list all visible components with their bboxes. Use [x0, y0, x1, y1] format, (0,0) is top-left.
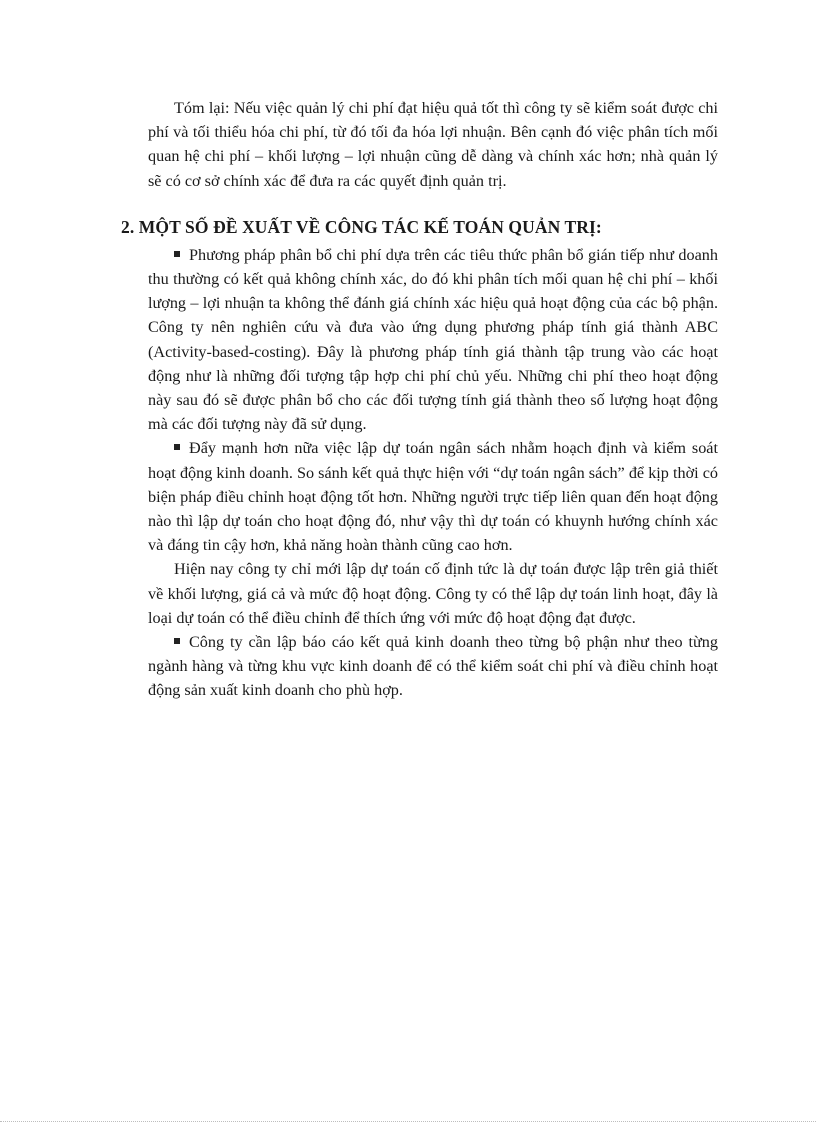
section-heading: 2. MỘT SỐ ĐỀ XUẤT VỀ CÔNG TÁC KẾ TOÁN QUẢN TRỊ:: [121, 216, 602, 237]
bullet-paragraph-segment-reporting: [148, 630, 718, 703]
bullet-text: Công ty cần lập báo cáo kết quả kinh doanh theo từng bộ phận như theo từng ngành hàng và từng khu vực kinh doanh để có thể kiểm soát chi phí và điều chỉnh hoạt động sản xuất kinh doanh cho phù hợp.: [148, 633, 718, 700]
page-bottom-border: [0, 1121, 816, 1122]
square-bullet-icon: [174, 444, 180, 450]
bullet-text: Đẩy mạnh hơn nữa việc lập dự toán ngân sách nhằm hoạch định và kiểm soát hoạt động kinh doanh. So sánh kết quả thực hiện với “dự toán ngân sách” để kịp thời có biện pháp điều chỉnh hoạt động tốt hơn. Những người trực tiếp liên quan đến hoạt động nào thì lập dự toán cho hoạt động đó, như vậy thì dự toán có khuynh hướng chính xác và đáng tin cậy hơn, khả năng hoàn thành cũng cao hơn.: [148, 439, 718, 555]
bullet-paragraph-budgeting: [148, 436, 718, 557]
summary-paragraph: Tóm lại: Nếu việc quản lý chi phí đạt hiệu quả tốt thì công ty sẽ kiểm soát được chi phí và tối thiểu hóa chi phí, từ đó tối đa hóa lợi nhuận. Bên cạnh đó việc phân tích mối quan hệ chi phí – khối lượng – lợi nhuận cũng dễ dàng và chính xác hơn; nhà quản lý sẽ có cơ sở chính xác để đưa ra các quyết định quản trị.: [148, 99, 718, 190]
flexible-budget-paragraph: Hiện nay công ty chỉ mới lập dự toán cố định tức là dự toán được lập trên giả thiết về khối lượng, giá cả và mức độ hoạt động. Công ty có thể lập dự toán linh hoạt, đây là loại dự toán có thể điều chỉnh để thích ứng với mức độ hoạt động đạt được.: [148, 560, 718, 627]
bullet-paragraph-abc-costing: [148, 243, 718, 437]
square-bullet-icon: [174, 638, 180, 644]
bullet-text: Phương pháp phân bổ chi phí dựa trên các tiêu thức phân bổ gián tiếp như doanh thu thường có kết quả không chính xác, do đó khi phân tích mối quan hệ chi phí – khối lượng – lợi nhuận ta không thể đánh giá chính xác hiệu quả hoạt động của các bộ phận. Công ty nên nghiên cứu và đưa vào ứng dụng phương pháp tính giá thành ABC (Activity-based-costing). Đây là phương pháp tính giá thành tập trung vào các hoạt động như là những đối tượng tập hợp chi phí chủ yếu. Những chi phí theo hoạt động này sau đó sẽ được phân bổ cho các đối tượng tính giá thành theo số lượng hoạt động mà các đối tượng này đã sử dụng.: [148, 245, 718, 434]
square-bullet-icon: [174, 251, 180, 257]
page-content: [121, 96, 718, 703]
